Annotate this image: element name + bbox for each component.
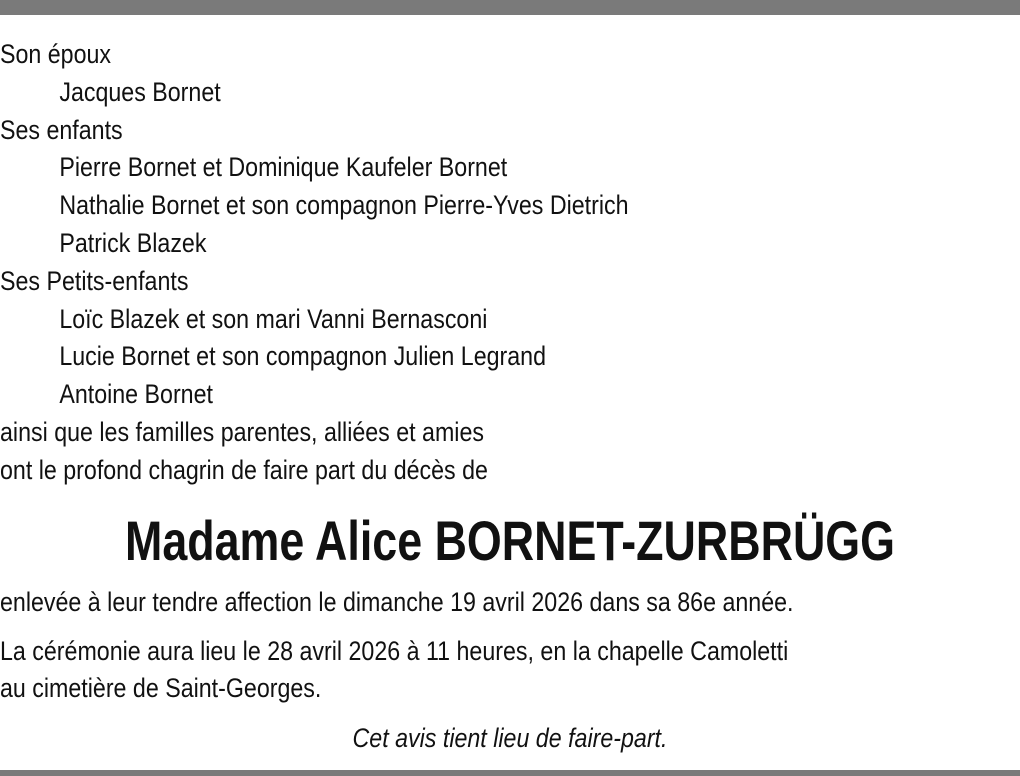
closing-text: Cet avis tient lieu de faire-part. xyxy=(352,723,668,753)
child-name: Pierre Bornet et Dominique Kaufeler Bornet xyxy=(59,152,508,183)
child-name: Patrick Blazek xyxy=(59,227,207,258)
spouse-name: Jacques Bornet xyxy=(59,76,221,107)
deceased-name: Madame Alice BORNET-ZURBRÜGG xyxy=(125,509,895,572)
death-text: enlevée à leur tendre affection le dimanche 19 avril 2026 dans sa 86e année. xyxy=(0,587,794,617)
family-list xyxy=(0,36,1020,490)
spouse-heading: Son époux xyxy=(0,39,112,69)
grandchild-name: Lucie Bornet et son compagnon Julien Legrand xyxy=(59,341,547,372)
top-border-rule xyxy=(0,0,1020,15)
child-name: Nathalie Bornet et son compagnon Pierre-Yves Dietrich xyxy=(59,190,629,221)
grandchild-name: Loïc Blazek et son mari Vanni Bernasconi xyxy=(59,303,488,334)
grandchild-name: Antoine Bornet xyxy=(59,379,213,410)
ceremony-text-line: au cimetière de Saint-Georges. xyxy=(0,673,322,703)
announcement-line: ont le profond chagrin de faire part du décès de xyxy=(0,454,488,485)
extended-family-line: ainsi que les familles parentes, alliées et amies xyxy=(0,416,484,447)
children-heading: Ses enfants xyxy=(0,114,123,145)
bottom-border-rule xyxy=(0,770,1020,776)
ceremony-text-line: La cérémonie aura lieu le 28 avril 2026 à 11 heures, en la chapelle Camoletti xyxy=(0,636,789,666)
grandchildren-heading: Ses Petits-enfants xyxy=(0,265,189,296)
